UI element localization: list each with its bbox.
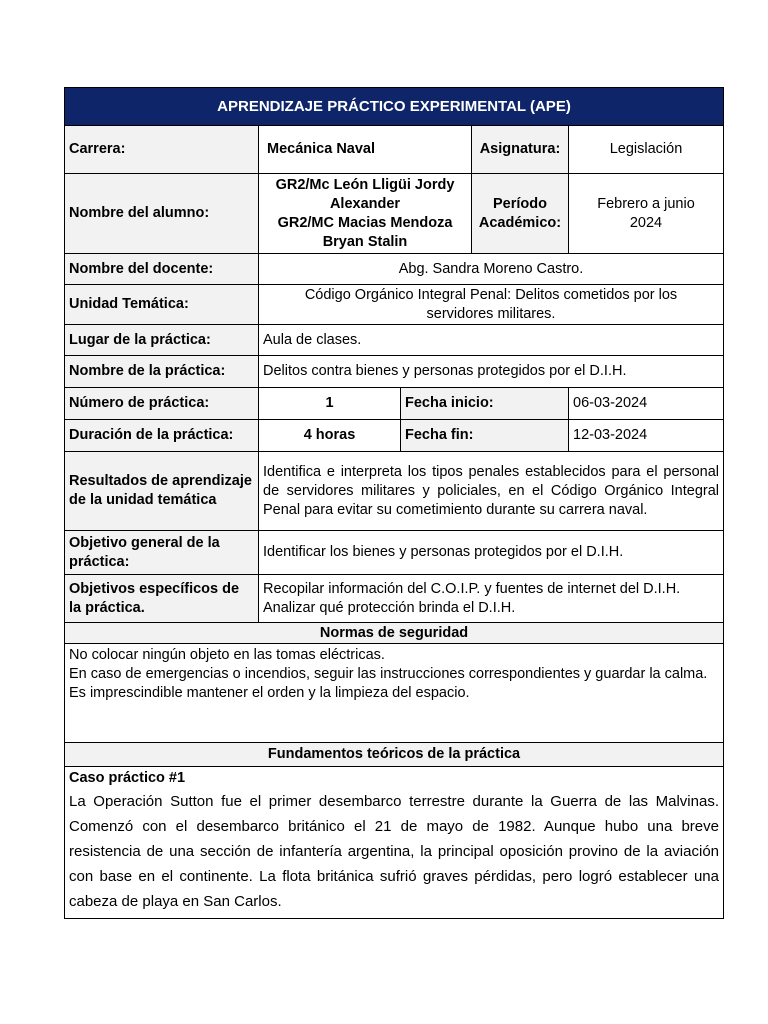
objetivo-especifico-1: Recopilar información del C.O.I.P. y fuentes de internet del D.I.H. (263, 580, 681, 597)
caso-practico-text: La Operación Sutton fue el primer desembarco terrestre durante la Guerra de las Malvinas. Comenzó con el desembarco británico el 21 de mayo de 1982. Aunque hubo una breve resistencia de una sección de infantería argentina, la principal oposición provino de la aviación con base en el continente. La flota británica sufrió graves pérdidas, pero logró establecer una cabeza de playa en San Carlos. (69, 793, 719, 910)
fundamentos-title: Fundamentos teóricos de la práctica (65, 743, 724, 767)
unidad-value: Código Orgánico Integral Penal: Delitos cometidos por los servidores militares. (259, 285, 724, 325)
normas-title: Normas de seguridad (65, 623, 724, 644)
asignatura-value: Legislación (569, 126, 724, 174)
fecha-inicio-label: Fecha inicio: (401, 388, 569, 420)
fecha-fin-value: 12-03-2024 (569, 420, 724, 452)
periodo-value (569, 174, 724, 254)
normas-content (65, 644, 724, 743)
norma-1: No colocar ningún objeto en las tomas eléctricas. (69, 647, 385, 663)
nombre-practica-value: Delitos contra bienes y personas protegidos por el D.I.H. (259, 356, 724, 388)
fundamentos-content (65, 767, 724, 919)
objetivo-general-label: Objetivo general de la práctica: (65, 531, 259, 575)
carrera-value: Mecánica Naval (259, 126, 472, 174)
alumno-value (259, 174, 472, 254)
numero-value: 1 (259, 388, 401, 420)
docente-label: Nombre del docente: (65, 254, 259, 285)
docente-value: Abg. Sandra Moreno Castro. (259, 254, 724, 285)
periodo-value-line-1: Febrero a junio (597, 195, 695, 212)
ape-table (64, 87, 724, 919)
objetivo-general-value: Identificar los bienes y personas protegidos por el D.I.H. (259, 531, 724, 575)
alumno-line-3: GR2/MC Macias Mendoza (277, 214, 453, 231)
lugar-label: Lugar de la práctica: (65, 325, 259, 356)
alumno-line-1: GR2/Mc León Lligüi Jordy (275, 176, 455, 193)
resultados-value: Identifica e interpreta los tipos penales establecidos para el personal de servidores militares y policiales, en el Código Orgánico Integral Penal para evitar su cometimiento durante su carrera naval. (259, 452, 724, 531)
alumno-line-4: Bryan Stalin (322, 233, 408, 250)
numero-label: Número de práctica: (65, 388, 259, 420)
objetivo-especifico-2: Analizar qué protección brinda el D.I.H. (263, 599, 516, 616)
resultados-label: Resultados de aprendizaje de la unidad temática (65, 452, 259, 531)
duracion-value: 4 horas (259, 420, 401, 452)
duracion-label: Duración de la práctica: (65, 420, 259, 452)
alumno-label: Nombre del alumno: (65, 174, 259, 254)
lugar-value: Aula de clases. (259, 325, 724, 356)
norma-3: Es imprescindible mantener el orden y la limpieza del espacio. (69, 685, 470, 701)
carrera-label: Carrera: (65, 126, 259, 174)
periodo-value-line-2: 2024 (629, 214, 663, 231)
nombre-practica-label: Nombre de la práctica: (65, 356, 259, 388)
ape-form (64, 87, 723, 919)
form-title: APRENDIZAJE PRÁCTICO EXPERIMENTAL (APE) (65, 88, 724, 126)
caso-practico-title: Caso práctico #1 (69, 770, 186, 786)
fecha-inicio-value: 06-03-2024 (569, 388, 724, 420)
fecha-fin-label: Fecha fin: (401, 420, 569, 452)
objetivos-especificos-label: Objetivos específicos de la práctica. (65, 575, 259, 623)
objetivos-especificos-value (259, 575, 724, 623)
periodo-label-line-2: Académico: (478, 214, 562, 231)
norma-2: En caso de emergencias o incendios, seguir las instrucciones correspondientes y guardar la calma. (69, 666, 708, 682)
unidad-label: Unidad Temática: (65, 285, 259, 325)
periodo-label-line-1: Período (493, 195, 547, 212)
alumno-line-2: Alexander (329, 195, 401, 212)
asignatura-label: Asignatura: (472, 126, 569, 174)
periodo-label (472, 174, 569, 254)
